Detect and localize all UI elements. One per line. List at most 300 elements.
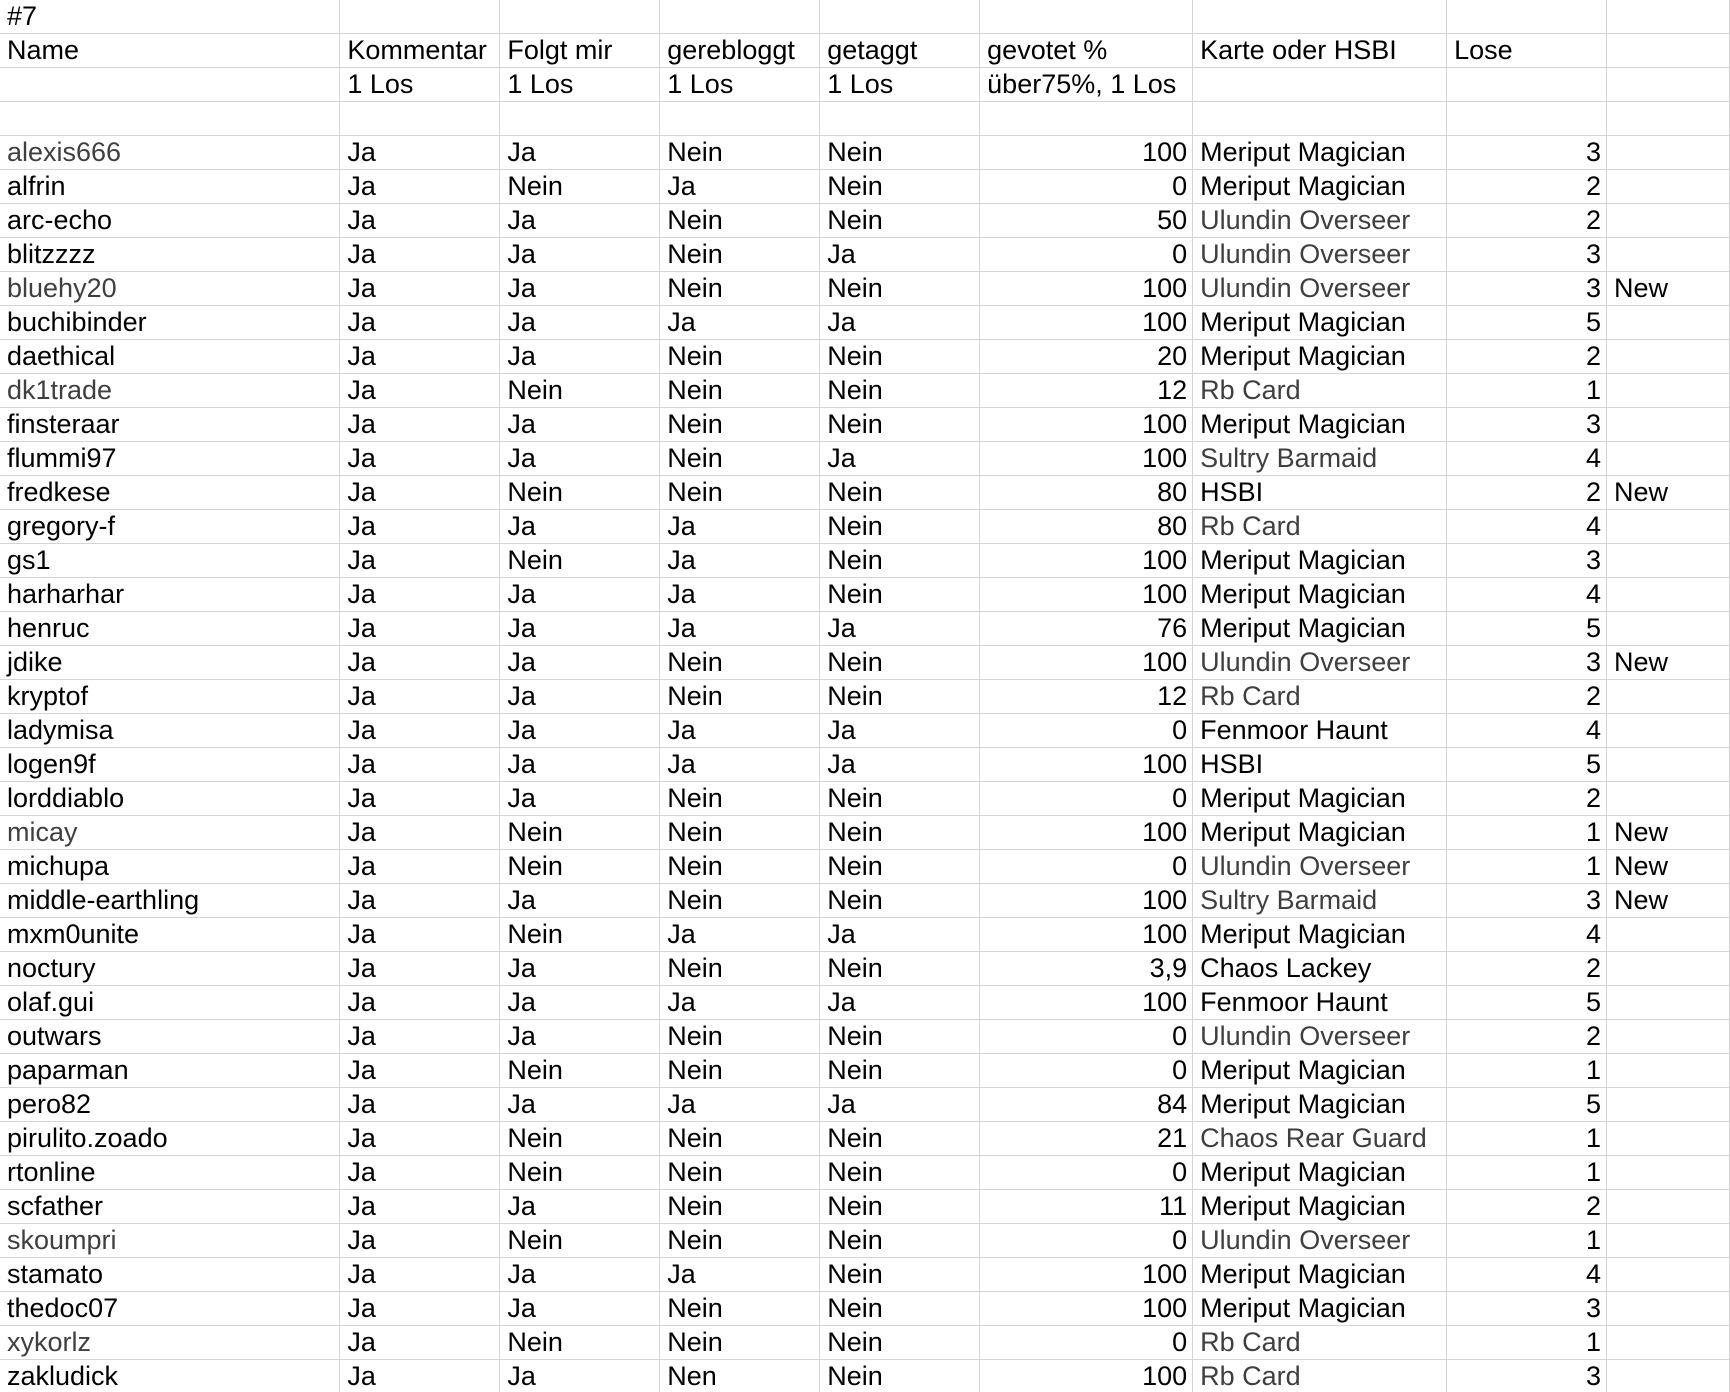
subheader-lose[interactable] xyxy=(1447,68,1607,102)
cell-gevotet[interactable]: 100 xyxy=(980,1258,1193,1292)
cell-lose[interactable]: 2 xyxy=(1447,204,1607,238)
cell-name[interactable]: rtonline xyxy=(0,1156,340,1190)
cell-gevotet[interactable]: 100 xyxy=(980,442,1193,476)
cell-lose[interactable]: 4 xyxy=(1447,442,1607,476)
cell-folgt-mir[interactable]: Nein xyxy=(500,850,660,884)
cell-new[interactable] xyxy=(1607,306,1730,340)
cell-new[interactable] xyxy=(1607,680,1730,714)
cell-lose[interactable]: 3 xyxy=(1447,238,1607,272)
cell-getaggt[interactable]: Nein xyxy=(820,476,980,510)
cell-gerebloggt[interactable]: Ja xyxy=(660,918,820,952)
cell-new[interactable] xyxy=(1607,1360,1730,1392)
cell-gerebloggt[interactable]: Nein xyxy=(660,1020,820,1054)
cell-karte[interactable]: Meriput Magician xyxy=(1193,1258,1447,1292)
cell-folgt-mir[interactable]: Ja xyxy=(500,408,660,442)
cell-karte[interactable]: Ulundin Overseer xyxy=(1193,1020,1447,1054)
cell-lose[interactable]: 3 xyxy=(1447,136,1607,170)
cell-lose[interactable]: 4 xyxy=(1447,918,1607,952)
cell-gerebloggt[interactable]: Nein xyxy=(660,952,820,986)
cell-getaggt[interactable]: Nein xyxy=(820,204,980,238)
cell-gerebloggt[interactable]: Nein xyxy=(660,1224,820,1258)
cell-lose[interactable]: 5 xyxy=(1447,748,1607,782)
cell-name[interactable]: scfather xyxy=(0,1190,340,1224)
cell-name[interactable]: skoumpri xyxy=(0,1224,340,1258)
cell-lose[interactable]: 1 xyxy=(1447,1156,1607,1190)
cell-lose[interactable]: 3 xyxy=(1447,884,1607,918)
cell-getaggt[interactable]: Ja xyxy=(820,986,980,1020)
header-kommentar[interactable]: Kommentar xyxy=(340,34,500,68)
cell-folgt-mir[interactable]: Ja xyxy=(500,510,660,544)
cell-karte[interactable]: HSBI xyxy=(1193,748,1447,782)
cell-gerebloggt[interactable]: Ja xyxy=(660,306,820,340)
cell-new[interactable] xyxy=(1607,1190,1730,1224)
cell-getaggt[interactable]: Nein xyxy=(820,1020,980,1054)
cell-gevotet[interactable]: 100 xyxy=(980,578,1193,612)
subheader-folgt-mir[interactable]: 1 Los xyxy=(500,68,660,102)
cell-folgt-mir[interactable]: Nein xyxy=(500,1326,660,1360)
cell-kommentar[interactable]: Ja xyxy=(340,238,500,272)
cell-gerebloggt[interactable]: Ja xyxy=(660,714,820,748)
subheader-gerebloggt[interactable]: 1 Los xyxy=(660,68,820,102)
cell-gevotet[interactable]: 0 xyxy=(980,850,1193,884)
cell-karte[interactable]: Sultry Barmaid xyxy=(1193,884,1447,918)
cell-lose[interactable]: 2 xyxy=(1447,782,1607,816)
cell-lose[interactable]: 4 xyxy=(1447,510,1607,544)
cell-kommentar[interactable]: Ja xyxy=(340,1122,500,1156)
cell-getaggt[interactable]: Nein xyxy=(820,850,980,884)
cell-lose[interactable]: 1 xyxy=(1447,1224,1607,1258)
cell-karte[interactable]: Meriput Magician xyxy=(1193,612,1447,646)
cell-gerebloggt[interactable]: Nein xyxy=(660,1190,820,1224)
cell-lose[interactable]: 1 xyxy=(1447,1122,1607,1156)
cell-karte[interactable]: Rb Card xyxy=(1193,680,1447,714)
cell-gevotet[interactable]: 100 xyxy=(980,136,1193,170)
cell-gerebloggt[interactable]: Ja xyxy=(660,170,820,204)
cell-lose[interactable]: 3 xyxy=(1447,646,1607,680)
cell-karte[interactable]: Rb Card xyxy=(1193,1360,1447,1392)
cell-gevotet[interactable]: 100 xyxy=(980,306,1193,340)
cell-folgt-mir[interactable]: Ja xyxy=(500,1088,660,1122)
cell-karte[interactable]: Meriput Magician xyxy=(1193,306,1447,340)
cell-gevotet[interactable]: 50 xyxy=(980,204,1193,238)
cell-gerebloggt[interactable]: Ja xyxy=(660,1088,820,1122)
cell-new[interactable] xyxy=(1607,714,1730,748)
cell-name[interactable]: daethical xyxy=(0,340,340,374)
cell-lose[interactable]: 5 xyxy=(1447,306,1607,340)
cell-kommentar[interactable]: Ja xyxy=(340,952,500,986)
cell-gerebloggt[interactable]: Nein xyxy=(660,476,820,510)
cell-gerebloggt[interactable]: Nein xyxy=(660,1326,820,1360)
cell-gevotet[interactable]: 0 xyxy=(980,1156,1193,1190)
cell-kommentar[interactable]: Ja xyxy=(340,1020,500,1054)
cell-karte[interactable]: Rb Card xyxy=(1193,1326,1447,1360)
cell-name[interactable]: logen9f xyxy=(0,748,340,782)
cell-getaggt[interactable]: Ja xyxy=(820,612,980,646)
header-lose[interactable]: Lose xyxy=(1447,34,1607,68)
cell-gerebloggt[interactable]: Nein xyxy=(660,680,820,714)
cell-lose[interactable]: 1 xyxy=(1447,850,1607,884)
cell-new[interactable] xyxy=(1607,340,1730,374)
subheader-extra[interactable] xyxy=(1607,68,1730,102)
cell-gerebloggt[interactable]: Nein xyxy=(660,646,820,680)
cell-name[interactable]: xykorlz xyxy=(0,1326,340,1360)
cell-name[interactable]: noctury xyxy=(0,952,340,986)
cell-gerebloggt[interactable]: Nein xyxy=(660,408,820,442)
cell-new[interactable] xyxy=(1607,1156,1730,1190)
cell-karte[interactable]: Ulundin Overseer xyxy=(1193,238,1447,272)
cell-gerebloggt[interactable]: Nein xyxy=(660,442,820,476)
cell-karte[interactable]: Meriput Magician xyxy=(1193,578,1447,612)
cell-getaggt[interactable]: Nein xyxy=(820,1326,980,1360)
cell-kommentar[interactable]: Ja xyxy=(340,578,500,612)
cell-lose[interactable]: 1 xyxy=(1447,374,1607,408)
cell-gevotet[interactable]: 100 xyxy=(980,884,1193,918)
cell-folgt-mir[interactable]: Nein xyxy=(500,170,660,204)
cell-new[interactable] xyxy=(1607,782,1730,816)
cell-kommentar[interactable]: Ja xyxy=(340,272,500,306)
cell-gevotet[interactable]: 100 xyxy=(980,748,1193,782)
cell-lose[interactable]: 1 xyxy=(1447,1326,1607,1360)
cell-kommentar[interactable]: Ja xyxy=(340,544,500,578)
cell-folgt-mir[interactable]: Ja xyxy=(500,578,660,612)
cell-name[interactable]: gs1 xyxy=(0,544,340,578)
subheader-name[interactable] xyxy=(0,68,340,102)
cell-name[interactable]: blitzzzz xyxy=(0,238,340,272)
cell-folgt-mir[interactable]: Ja xyxy=(500,204,660,238)
header-name[interactable]: Name xyxy=(0,34,340,68)
header-folgt-mir[interactable]: Folgt mir xyxy=(500,34,660,68)
cell-folgt-mir[interactable]: Ja xyxy=(500,884,660,918)
cell-kommentar[interactable]: Ja xyxy=(340,612,500,646)
cell-gerebloggt[interactable]: Nein xyxy=(660,238,820,272)
cell-new[interactable] xyxy=(1607,918,1730,952)
cell-kommentar[interactable]: Ja xyxy=(340,1258,500,1292)
cell-karte[interactable]: Ulundin Overseer xyxy=(1193,646,1447,680)
cell-new[interactable] xyxy=(1607,1224,1730,1258)
cell-gevotet[interactable]: 21 xyxy=(980,1122,1193,1156)
cell-getaggt[interactable]: Nein xyxy=(820,782,980,816)
cell-kommentar[interactable]: Ja xyxy=(340,1156,500,1190)
cell-folgt-mir[interactable]: Ja xyxy=(500,782,660,816)
cell-name[interactable]: pirulito.zoado xyxy=(0,1122,340,1156)
cell-name[interactable]: lorddiablo xyxy=(0,782,340,816)
cell-gerebloggt[interactable]: Nein xyxy=(660,272,820,306)
cell-kommentar[interactable]: Ja xyxy=(340,136,500,170)
cell-folgt-mir[interactable]: Nein xyxy=(500,374,660,408)
cell-gerebloggt[interactable]: Ja xyxy=(660,1258,820,1292)
cell-karte[interactable]: Ulundin Overseer xyxy=(1193,204,1447,238)
cell-getaggt[interactable]: Nein xyxy=(820,816,980,850)
cell-karte[interactable]: Meriput Magician xyxy=(1193,408,1447,442)
title-cell[interactable]: #7 xyxy=(0,0,340,34)
cell-name[interactable]: henruc xyxy=(0,612,340,646)
cell-lose[interactable]: 5 xyxy=(1447,612,1607,646)
cell-getaggt[interactable]: Ja xyxy=(820,918,980,952)
cell-karte[interactable]: Meriput Magician xyxy=(1193,1156,1447,1190)
cell-getaggt[interactable]: Ja xyxy=(820,238,980,272)
cell-folgt-mir[interactable]: Ja xyxy=(500,1258,660,1292)
cell-new[interactable] xyxy=(1607,1088,1730,1122)
cell-gerebloggt[interactable]: Nein xyxy=(660,884,820,918)
cell-gevotet[interactable]: 100 xyxy=(980,816,1193,850)
cell-karte[interactable]: Meriput Magician xyxy=(1193,170,1447,204)
subheader-kommentar[interactable]: 1 Los xyxy=(340,68,500,102)
cell-kommentar[interactable]: Ja xyxy=(340,714,500,748)
cell-karte[interactable]: Meriput Magician xyxy=(1193,136,1447,170)
cell-karte[interactable]: Meriput Magician xyxy=(1193,918,1447,952)
subheader-gevotet[interactable]: über75%, 1 Los xyxy=(980,68,1193,102)
cell-kommentar[interactable]: Ja xyxy=(340,1292,500,1326)
cell-new[interactable] xyxy=(1607,578,1730,612)
cell-name[interactable]: stamato xyxy=(0,1258,340,1292)
cell-name[interactable]: thedoc07 xyxy=(0,1292,340,1326)
cell-new[interactable] xyxy=(1607,1326,1730,1360)
cell-kommentar[interactable]: Ja xyxy=(340,850,500,884)
subheader-getaggt[interactable]: 1 Los xyxy=(820,68,980,102)
cell-lose[interactable]: 2 xyxy=(1447,170,1607,204)
cell-lose[interactable]: 2 xyxy=(1447,340,1607,374)
cell-gerebloggt[interactable]: Ja xyxy=(660,612,820,646)
cell-gevotet[interactable]: 11 xyxy=(980,1190,1193,1224)
cell-name[interactable]: flummi97 xyxy=(0,442,340,476)
cell-karte[interactable]: Meriput Magician xyxy=(1193,816,1447,850)
cell-kommentar[interactable]: Ja xyxy=(340,884,500,918)
cell-kommentar[interactable]: Ja xyxy=(340,340,500,374)
cell-getaggt[interactable]: Nein xyxy=(820,1156,980,1190)
cell-karte[interactable]: Chaos Lackey xyxy=(1193,952,1447,986)
cell-karte[interactable]: Meriput Magician xyxy=(1193,1088,1447,1122)
cell-kommentar[interactable]: Ja xyxy=(340,510,500,544)
cell-gerebloggt[interactable]: Ja xyxy=(660,578,820,612)
cell-getaggt[interactable]: Nein xyxy=(820,1054,980,1088)
cell-name[interactable]: micay xyxy=(0,816,340,850)
cell-folgt-mir[interactable]: Ja xyxy=(500,646,660,680)
cell-name[interactable]: kryptof xyxy=(0,680,340,714)
cell-folgt-mir[interactable]: Nein xyxy=(500,1224,660,1258)
cell-getaggt[interactable]: Ja xyxy=(820,714,980,748)
cell-karte[interactable]: Chaos Rear Guard xyxy=(1193,1122,1447,1156)
cell-gerebloggt[interactable]: Nein xyxy=(660,782,820,816)
cell-gerebloggt[interactable]: Ja xyxy=(660,544,820,578)
cell-lose[interactable]: 2 xyxy=(1447,680,1607,714)
cell-getaggt[interactable]: Nein xyxy=(820,272,980,306)
cell-name[interactable]: alfrin xyxy=(0,170,340,204)
cell-name[interactable]: harharhar xyxy=(0,578,340,612)
cell-lose[interactable]: 3 xyxy=(1447,1292,1607,1326)
cell-gerebloggt[interactable]: Nein xyxy=(660,136,820,170)
cell-name[interactable]: bluehy20 xyxy=(0,272,340,306)
cell-new[interactable] xyxy=(1607,374,1730,408)
cell-folgt-mir[interactable]: Ja xyxy=(500,1190,660,1224)
cell-name[interactable]: fredkese xyxy=(0,476,340,510)
cell-new[interactable]: New xyxy=(1607,646,1730,680)
cell-kommentar[interactable]: Ja xyxy=(340,680,500,714)
cell-folgt-mir[interactable]: Ja xyxy=(500,1292,660,1326)
cell-lose[interactable]: 3 xyxy=(1447,408,1607,442)
cell-lose[interactable]: 3 xyxy=(1447,1360,1607,1392)
cell-folgt-mir[interactable]: Ja xyxy=(500,1020,660,1054)
cell-name[interactable]: arc-echo xyxy=(0,204,340,238)
cell-kommentar[interactable]: Ja xyxy=(340,170,500,204)
cell-kommentar[interactable]: Ja xyxy=(340,408,500,442)
cell-folgt-mir[interactable]: Nein xyxy=(500,544,660,578)
cell-gevotet[interactable]: 0 xyxy=(980,170,1193,204)
cell-karte[interactable]: Meriput Magician xyxy=(1193,544,1447,578)
cell-gevotet[interactable]: 100 xyxy=(980,1292,1193,1326)
cell-folgt-mir[interactable]: Ja xyxy=(500,340,660,374)
cell-karte[interactable]: Rb Card xyxy=(1193,510,1447,544)
header-gevotet[interactable]: gevotet % xyxy=(980,34,1193,68)
cell-kommentar[interactable]: Ja xyxy=(340,816,500,850)
subheader-karte[interactable] xyxy=(1193,68,1447,102)
cell-kommentar[interactable]: Ja xyxy=(340,1326,500,1360)
cell-name[interactable]: michupa xyxy=(0,850,340,884)
cell-name[interactable]: paparman xyxy=(0,1054,340,1088)
cell-new[interactable] xyxy=(1607,1292,1730,1326)
cell-folgt-mir[interactable]: Nein xyxy=(500,816,660,850)
cell-lose[interactable]: 2 xyxy=(1447,952,1607,986)
cell-gerebloggt[interactable]: Ja xyxy=(660,510,820,544)
cell-gevotet[interactable]: 76 xyxy=(980,612,1193,646)
cell-new[interactable] xyxy=(1607,986,1730,1020)
cell-gerebloggt[interactable]: Nein xyxy=(660,1292,820,1326)
cell-gevotet[interactable]: 0 xyxy=(980,1224,1193,1258)
cell-karte[interactable]: Meriput Magician xyxy=(1193,340,1447,374)
cell-kommentar[interactable]: Ja xyxy=(340,476,500,510)
cell-name[interactable]: pero82 xyxy=(0,1088,340,1122)
cell-gevotet[interactable]: 100 xyxy=(980,544,1193,578)
cell-lose[interactable]: 3 xyxy=(1447,544,1607,578)
cell-kommentar[interactable]: Ja xyxy=(340,646,500,680)
cell-folgt-mir[interactable]: Ja xyxy=(500,952,660,986)
cell-lose[interactable]: 4 xyxy=(1447,1258,1607,1292)
cell-new[interactable] xyxy=(1607,952,1730,986)
cell-gevotet[interactable]: 100 xyxy=(980,646,1193,680)
cell-folgt-mir[interactable]: Ja xyxy=(500,238,660,272)
cell-gevotet[interactable]: 0 xyxy=(980,1326,1193,1360)
cell-kommentar[interactable]: Ja xyxy=(340,986,500,1020)
cell-gerebloggt[interactable]: Nein xyxy=(660,1156,820,1190)
cell-lose[interactable]: 2 xyxy=(1447,1020,1607,1054)
cell-karte[interactable]: Ulundin Overseer xyxy=(1193,850,1447,884)
cell-new[interactable]: New xyxy=(1607,850,1730,884)
cell-lose[interactable]: 2 xyxy=(1447,476,1607,510)
cell-getaggt[interactable]: Ja xyxy=(820,748,980,782)
cell-getaggt[interactable]: Nein xyxy=(820,1122,980,1156)
cell-getaggt[interactable]: Nein xyxy=(820,1224,980,1258)
cell-gerebloggt[interactable]: Nein xyxy=(660,816,820,850)
cell-kommentar[interactable]: Ja xyxy=(340,1088,500,1122)
cell-name[interactable]: dk1trade xyxy=(0,374,340,408)
cell-gevotet[interactable]: 0 xyxy=(980,1054,1193,1088)
cell-folgt-mir[interactable]: Ja xyxy=(500,986,660,1020)
cell-karte[interactable]: Meriput Magician xyxy=(1193,1190,1447,1224)
cell-karte[interactable]: Meriput Magician xyxy=(1193,782,1447,816)
cell-getaggt[interactable]: Nein xyxy=(820,1258,980,1292)
cell-folgt-mir[interactable]: Ja xyxy=(500,442,660,476)
cell-karte[interactable]: Fenmoor Haunt xyxy=(1193,986,1447,1020)
cell-gevotet[interactable]: 80 xyxy=(980,510,1193,544)
cell-name[interactable]: finsteraar xyxy=(0,408,340,442)
cell-getaggt[interactable]: Nein xyxy=(820,340,980,374)
cell-folgt-mir[interactable]: Nein xyxy=(500,918,660,952)
cell-name[interactable]: mxm0unite xyxy=(0,918,340,952)
cell-karte[interactable]: Meriput Magician xyxy=(1193,1292,1447,1326)
cell-gevotet[interactable]: 20 xyxy=(980,340,1193,374)
cell-gevotet[interactable]: 0 xyxy=(980,714,1193,748)
cell-gevotet[interactable]: 0 xyxy=(980,782,1193,816)
cell-gevotet[interactable]: 84 xyxy=(980,1088,1193,1122)
cell-lose[interactable]: 5 xyxy=(1447,1088,1607,1122)
cell-gerebloggt[interactable]: Nein xyxy=(660,204,820,238)
cell-kommentar[interactable]: Ja xyxy=(340,374,500,408)
cell-gevotet[interactable]: 0 xyxy=(980,1020,1193,1054)
cell-name[interactable]: ladymisa xyxy=(0,714,340,748)
cell-new[interactable] xyxy=(1607,408,1730,442)
cell-folgt-mir[interactable]: Ja xyxy=(500,612,660,646)
cell-lose[interactable]: 3 xyxy=(1447,272,1607,306)
cell-new[interactable]: New xyxy=(1607,476,1730,510)
cell-new[interactable]: New xyxy=(1607,272,1730,306)
cell-karte[interactable]: Sultry Barmaid xyxy=(1193,442,1447,476)
cell-gevotet[interactable]: 3,9 xyxy=(980,952,1193,986)
cell-getaggt[interactable]: Nein xyxy=(820,510,980,544)
cell-karte[interactable]: Ulundin Overseer xyxy=(1193,1224,1447,1258)
cell-new[interactable] xyxy=(1607,544,1730,578)
cell-folgt-mir[interactable]: Ja xyxy=(500,306,660,340)
cell-getaggt[interactable]: Nein xyxy=(820,884,980,918)
cell-folgt-mir[interactable]: Ja xyxy=(500,680,660,714)
cell-gerebloggt[interactable]: Nein xyxy=(660,374,820,408)
cell-kommentar[interactable]: Ja xyxy=(340,1224,500,1258)
cell-folgt-mir[interactable]: Nein xyxy=(500,1156,660,1190)
cell-karte[interactable]: HSBI xyxy=(1193,476,1447,510)
cell-lose[interactable]: 4 xyxy=(1447,578,1607,612)
cell-folgt-mir[interactable]: Nein xyxy=(500,476,660,510)
cell-new[interactable] xyxy=(1607,1122,1730,1156)
cell-karte[interactable]: Meriput Magician xyxy=(1193,1054,1447,1088)
cell-lose[interactable]: 1 xyxy=(1447,816,1607,850)
cell-gerebloggt[interactable]: Ja xyxy=(660,748,820,782)
cell-gerebloggt[interactable]: Nein xyxy=(660,1122,820,1156)
cell-kommentar[interactable]: Ja xyxy=(340,748,500,782)
cell-getaggt[interactable]: Nein xyxy=(820,170,980,204)
header-karte[interactable]: Karte oder HSBI xyxy=(1193,34,1447,68)
cell-folgt-mir[interactable]: Ja xyxy=(500,748,660,782)
cell-new[interactable] xyxy=(1607,204,1730,238)
cell-name[interactable]: outwars xyxy=(0,1020,340,1054)
cell-name[interactable]: buchibinder xyxy=(0,306,340,340)
cell-getaggt[interactable]: Nein xyxy=(820,646,980,680)
cell-new[interactable]: New xyxy=(1607,816,1730,850)
cell-kommentar[interactable]: Ja xyxy=(340,1190,500,1224)
cell-gerebloggt[interactable]: Nein xyxy=(660,1054,820,1088)
cell-kommentar[interactable]: Ja xyxy=(340,204,500,238)
cell-gevotet[interactable]: 12 xyxy=(980,374,1193,408)
cell-gerebloggt[interactable]: Ja xyxy=(660,986,820,1020)
cell-kommentar[interactable]: Ja xyxy=(340,918,500,952)
cell-getaggt[interactable]: Ja xyxy=(820,442,980,476)
cell-gevotet[interactable]: 100 xyxy=(980,272,1193,306)
cell-gevotet[interactable]: 100 xyxy=(980,408,1193,442)
cell-new[interactable] xyxy=(1607,612,1730,646)
cell-folgt-mir[interactable]: Nein xyxy=(500,1122,660,1156)
cell-getaggt[interactable]: Nein xyxy=(820,1360,980,1392)
cell-getaggt[interactable]: Nein xyxy=(820,544,980,578)
cell-lose[interactable]: 5 xyxy=(1447,986,1607,1020)
cell-new[interactable] xyxy=(1607,1258,1730,1292)
cell-new[interactable] xyxy=(1607,748,1730,782)
